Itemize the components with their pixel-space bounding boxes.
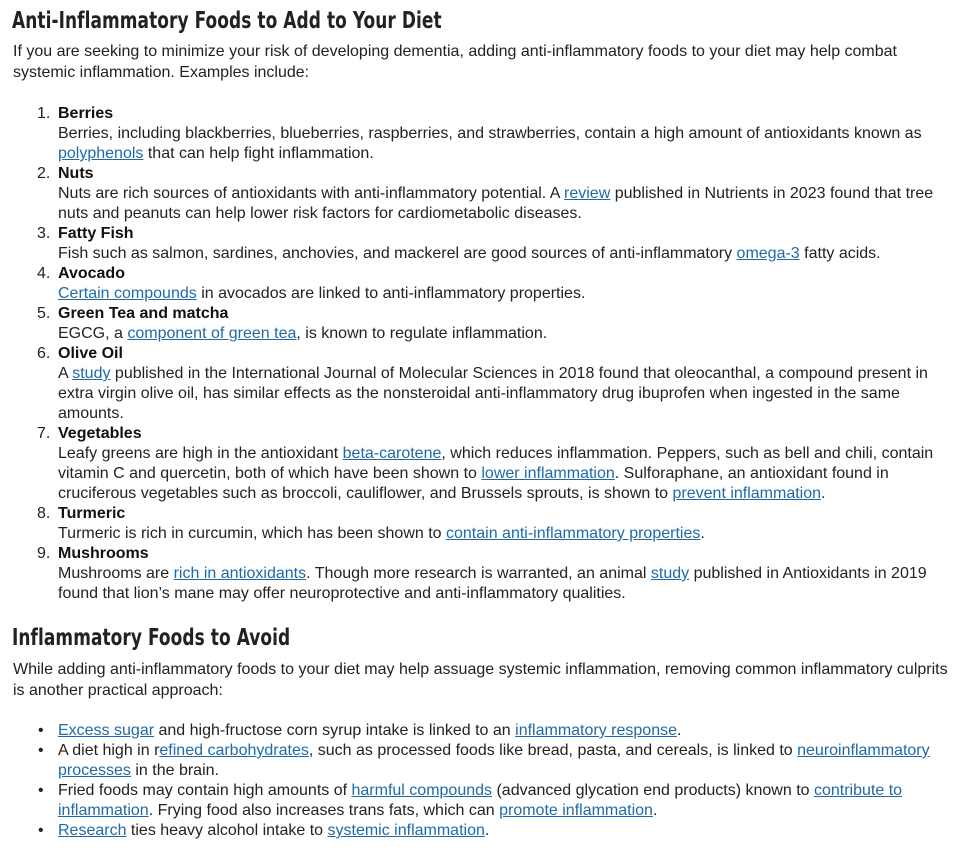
item-description (58, 564, 958, 604)
body-text: Nuts are rich sources of antioxidants with anti-inflammatory potential. A (58, 185, 565, 202)
list-number: 6. (37, 345, 51, 362)
list-number: 7. (37, 425, 51, 442)
link-rich-in-antioxidants[interactable]: rich in antioxidants (173, 565, 307, 582)
list-item-mushrooms (37, 544, 958, 604)
link-excess-sugar[interactable]: Excess sugar (58, 722, 155, 739)
bullet-item (38, 781, 948, 821)
list-number: 9. (37, 545, 51, 562)
bullet-icon: • (38, 822, 44, 839)
bullet-icon: • (38, 722, 44, 739)
item-description (58, 184, 958, 224)
section-intro-inflammatory: While adding anti-inflammatory foods to your diet may help assuage systemic inflammation, removing common inflammatory culprits is another practical approach: (13, 661, 948, 699)
item-title: Mushrooms (58, 545, 149, 562)
list-number: 8. (37, 505, 51, 522)
item-title: Green Tea and matcha (58, 305, 229, 322)
item-description (58, 524, 958, 544)
link-component-of-green-tea[interactable]: component of green tea (127, 325, 297, 342)
link-lower-inflammation[interactable]: lower inflammation (481, 465, 615, 482)
list-item-nuts (37, 164, 958, 224)
body-text: published in Nutrients in 2023 found that tree nuts and peanuts can help lower risk factors for cardiometabolic diseases. (58, 185, 934, 222)
body-text: EGCG, a (58, 325, 128, 342)
link-certain-compounds[interactable]: Certain compounds (58, 285, 197, 302)
list-item-turmeric (37, 504, 958, 544)
body-text: A (58, 365, 73, 382)
item-description (58, 244, 958, 264)
link-prevent-inflammation[interactable]: prevent inflammation (672, 485, 822, 502)
item-description (58, 124, 958, 164)
section-heading-inflammatory: Inflammatory Foods to Avoid (12, 625, 291, 651)
item-description (58, 444, 958, 504)
body-text: Turmeric is rich in curcumin, which has been shown to (58, 525, 446, 542)
inflammatory-foods-list (38, 721, 948, 841)
item-title: Berries (58, 105, 114, 122)
anti-inflammatory-foods-list (37, 104, 958, 604)
link-beta-carotene[interactable]: beta-carotene (342, 445, 442, 462)
bullet-icon: • (38, 782, 44, 799)
item-title: Fatty Fish (58, 225, 134, 242)
body-text: published in the International Journal of Molecular Sciences in 2018 found that oleocanthal, a compound present in extra virgin olive oil, has similar effects as the nonsteroidal anti-inflammatory drug ibuprofen when ingested in the same amounts. (58, 365, 928, 422)
link-review[interactable]: review (564, 185, 611, 202)
section-intro-anti-inflammatory: If you are seeking to minimize your risk of developing dementia, adding anti-inflammatory foods to your diet may help combat systemic inflammation. Examples include: (13, 43, 897, 81)
link-promote-inflammation[interactable]: promote inflammation (499, 802, 653, 819)
item-title: Olive Oil (58, 345, 123, 362)
link-omega-3[interactable]: omega-3 (736, 245, 800, 262)
link-polyphenols[interactable]: polyphenols (58, 145, 144, 162)
item-title: Nuts (58, 165, 94, 182)
list-item-green-tea-and-matcha (37, 304, 958, 344)
list-item-olive-oil (37, 344, 958, 424)
body-text: Mushrooms are (58, 565, 174, 582)
body-text: that can help fight inflammation. (143, 145, 374, 162)
body-text: . Though more research is warranted, an animal (306, 565, 651, 582)
link-contain-anti-inflammatory-properties[interactable]: contain anti-inflammatory properties (446, 525, 701, 542)
list-item-vegetables (37, 424, 958, 504)
body-text: Leafy greens are high in the antioxidant (58, 445, 343, 462)
body-text: . (652, 802, 658, 819)
item-description (58, 364, 958, 424)
body-text: A diet high in r (58, 742, 160, 759)
section-heading-anti-inflammatory: Anti-Inflammatory Foods to Add to Your Diet (12, 8, 442, 34)
body-text: Fried foods may contain high amounts of (58, 782, 352, 799)
list-item-berries (37, 104, 958, 164)
bullet-item (38, 721, 948, 741)
body-text: ties heavy alcohol intake to (126, 822, 328, 839)
body-text: . Sulforaphane, an antioxidant found in cruciferous vegetables such as broccoli, cauliflower, and Brussels sprouts, is shown to (58, 465, 889, 502)
link-efined-carbohydrates[interactable]: efined carbohydrates (159, 742, 309, 759)
list-item-avocado (37, 264, 958, 304)
list-number: 3. (37, 225, 51, 242)
link-inflammatory-response[interactable]: inflammatory response (515, 722, 677, 739)
item-title: Vegetables (58, 425, 142, 442)
item-description (58, 324, 958, 344)
body-text: . (484, 822, 490, 839)
body-text: . (700, 525, 705, 542)
link-contribute-to-inflammation[interactable]: contribute to inflammation (58, 782, 903, 819)
body-text: in avocados are linked to anti-inflammatory properties. (196, 285, 586, 302)
list-number: 5. (37, 305, 51, 322)
body-text: , is known to regulate inflammation. (296, 325, 548, 342)
body-text: , which reduces inflammation. Peppers, such as bell and chili, contain vitamin C and quercetin, both of which have been shown to (58, 445, 934, 482)
bullet-item (38, 741, 948, 781)
link-study[interactable]: study (650, 565, 690, 582)
link-neuroinflammatory-processes[interactable]: neuroinflammatory processes (58, 742, 930, 779)
link-study[interactable]: study (72, 365, 111, 382)
list-number: 2. (37, 165, 51, 182)
body-text: , such as processed foods like bread, pasta, and cereals, is linked to (308, 742, 798, 759)
body-text: and high-fructose corn syrup intake is linked to an (154, 722, 516, 739)
bullet-item (38, 821, 948, 841)
body-text: . (676, 722, 682, 739)
list-item-fatty-fish (37, 224, 958, 264)
bullet-icon: • (38, 742, 44, 759)
link-systemic-inflammation[interactable]: systemic inflammation (327, 822, 485, 839)
body-text: fatty acids. (799, 245, 881, 262)
item-description (58, 284, 958, 304)
body-text: Berries, including blackberries, blueberries, raspberries, and strawberries, contain a high amount of antioxidants known as (58, 125, 922, 142)
body-text: published in Antioxidants in 2019 found that lion’s mane may offer neuroprotective and anti-inflammatory qualities. (58, 565, 927, 602)
link-research[interactable]: Research (58, 822, 127, 839)
body-text: Fish such as salmon, sardines, anchovies, and mackerel are good sources of anti-inflammatory (58, 245, 737, 262)
item-title: Turmeric (58, 505, 126, 522)
body-text: . (821, 485, 826, 502)
item-title: Avocado (58, 265, 125, 282)
body-text: . Frying food also increases trans fats, which can (148, 802, 500, 819)
list-number: 1. (37, 105, 51, 122)
body-text: in the brain. (130, 762, 219, 779)
body-text: (advanced glycation end products) known to (492, 782, 814, 799)
link-harmful-compounds[interactable]: harmful compounds (351, 782, 493, 799)
list-number: 4. (37, 265, 51, 282)
